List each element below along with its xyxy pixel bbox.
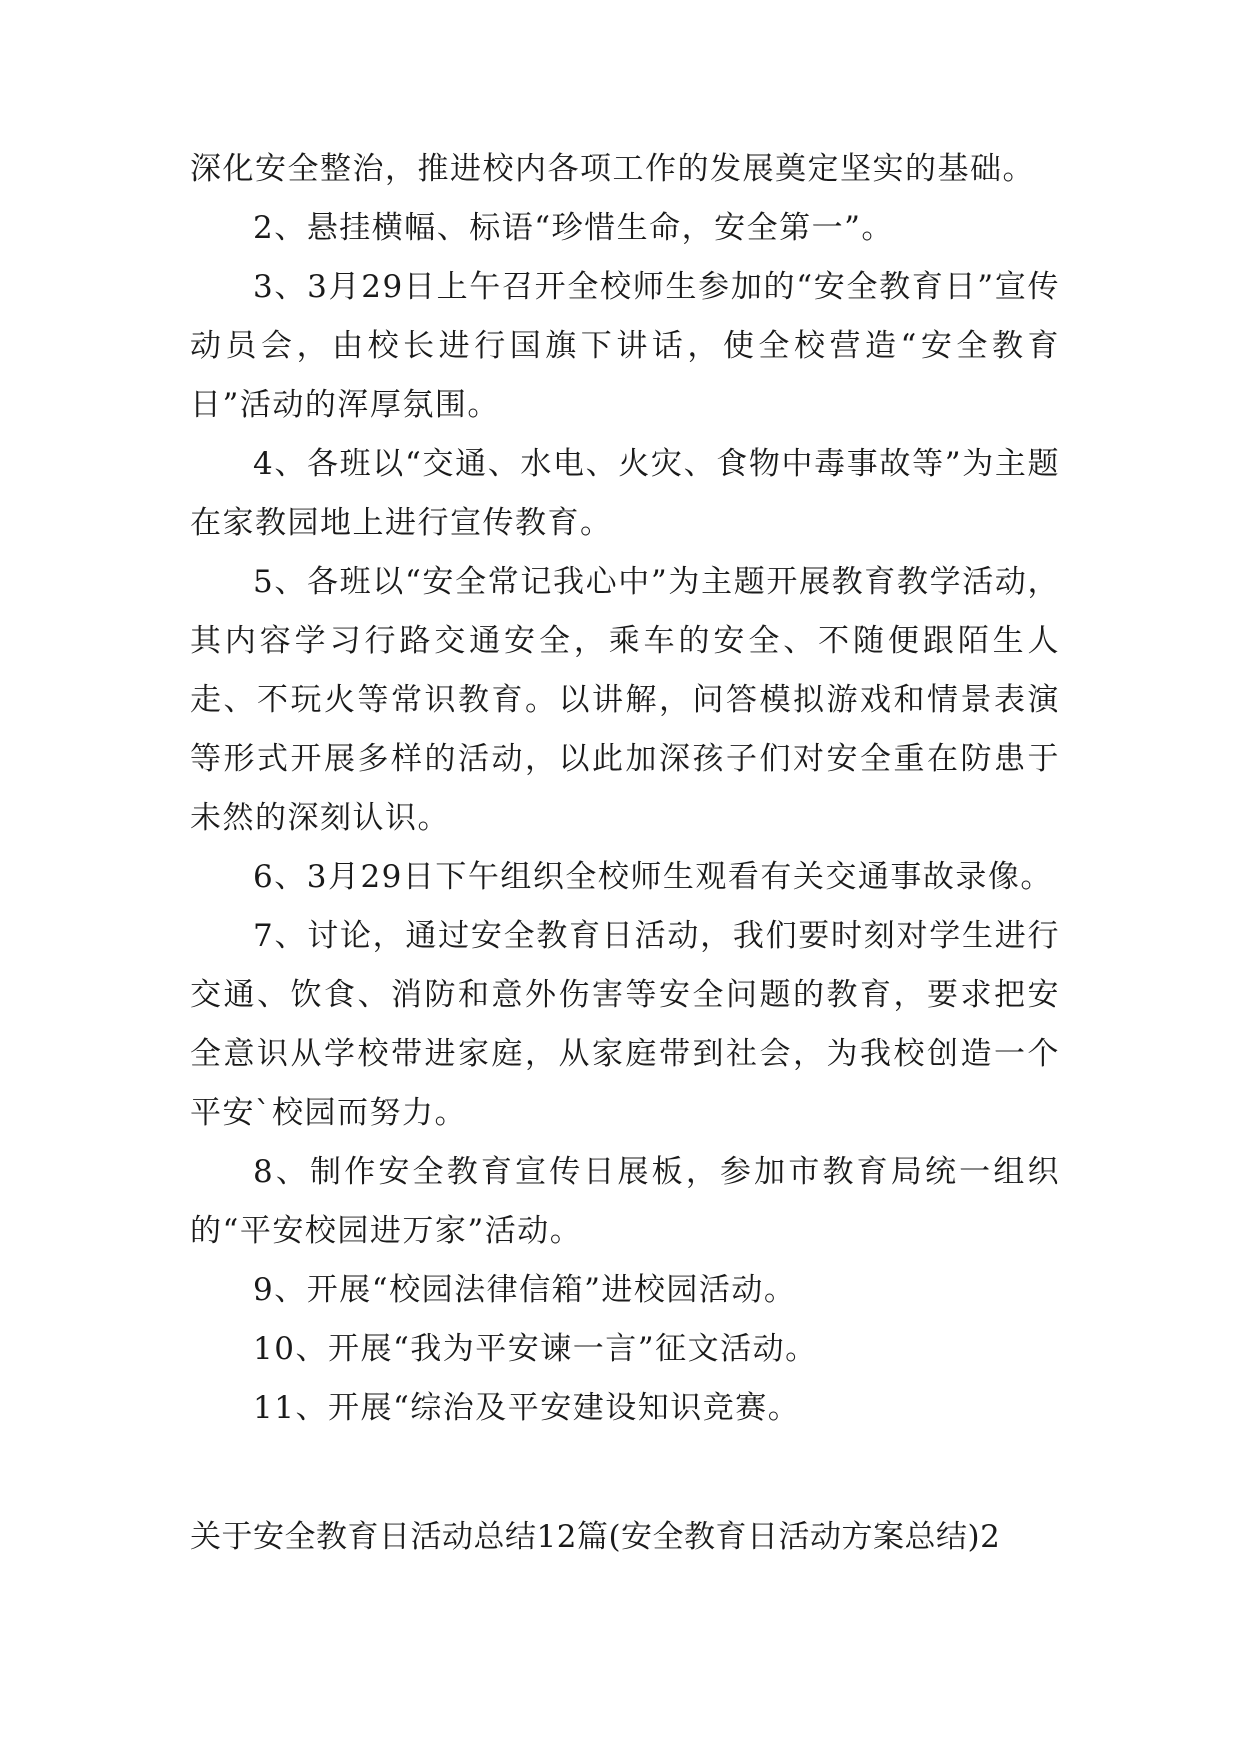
paragraph-continuation: 深化安全整治，推进校内各项工作的发展奠定坚实的基础。 [190,151,1035,187]
paragraph-item-4: 4、各班以“交通、水电、火灾、食物中毒事故等”为主题在家教园地上进行宣传教育。 [190,446,1060,541]
paragraph-item-7: 7、讨论，通过安全教育日活动，我们要时刻对学生进行交通、饮食、消防和意外伤害等安全问题的教育，要求把安全意识从学校带进家庭，从家庭带到社会，为我校创造一个平安`校园而努力。 [190,918,1060,1131]
paragraph-item-9: 9、开展“校园法律信箱”进校园活动。 [253,1272,797,1308]
document-footer-title: 关于安全教育日活动总结12篇(安全教育日活动方案总结)2 [190,1519,1001,1555]
paragraph-item-3: 3、3月29日上午召开全校师生参加的“安全教育日”宣传动员会，由校长进行国旗下讲话，使全校营造“安全教育日”活动的浑厚氛围。 [190,269,1060,423]
paragraph-item-2: 2、悬挂横幅、标语“珍惜生命，安全第一”。 [253,210,894,246]
paragraph-item-5: 5、各班以“安全常记我心中”为主题开展教育教学活动，其内容学习行路交通安全，乘车的安全、不随便跟陌生人走、不玩火等常识教育。以讲解，问答模拟游戏和情景表演等形式开展多样的活动，以此加深孩子们对安全重在防患于未然的深刻认识。 [190,564,1060,836]
paragraph-item-11: 11、开展“综治及平安建设知识竞赛。 [253,1390,801,1426]
paragraph-item-6: 6、3月29日下午组织全校师生观看有关交通事故录像。 [253,859,1053,895]
paragraph-item-10: 10、开展“我为平安谏一言”征文活动。 [253,1331,818,1367]
paragraph-item-8: 8、制作安全教育宣传日展板，参加市教育局统一组织的“平安校园进万家”活动。 [190,1154,1060,1249]
